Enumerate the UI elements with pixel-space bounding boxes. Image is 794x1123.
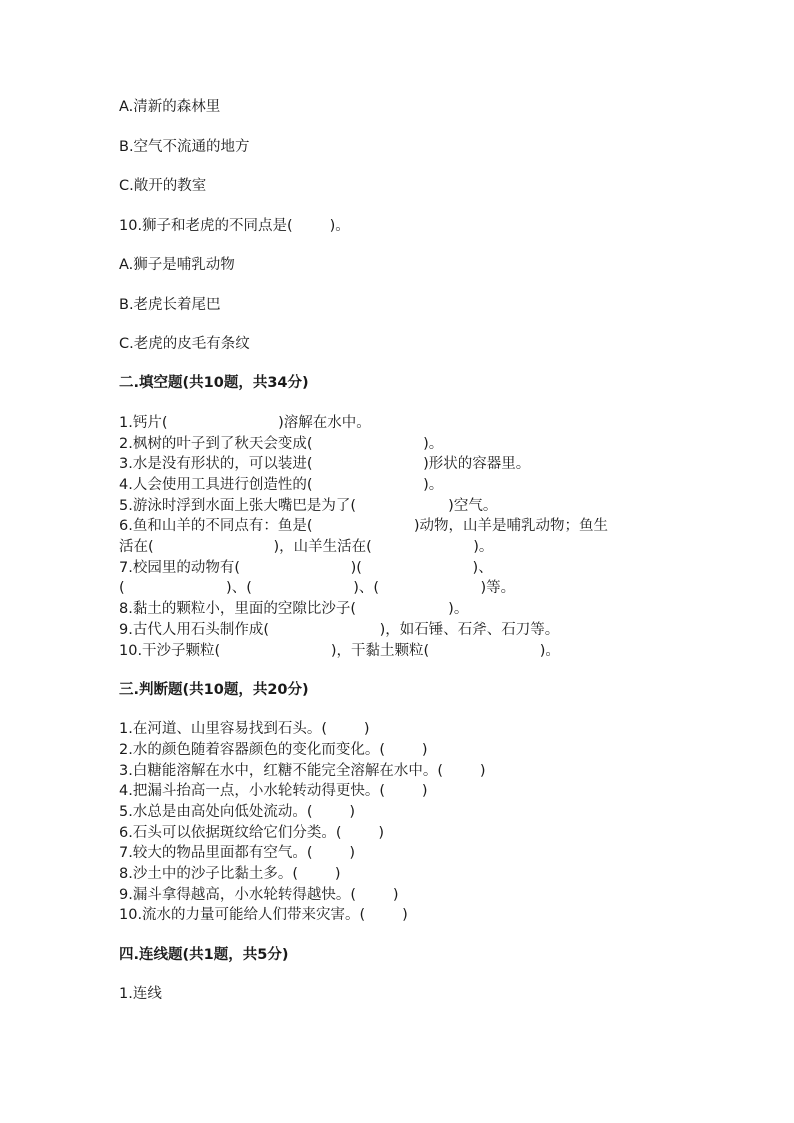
fill-line: 8.黏土的颗粒小，里面的空隙比沙子( )。 (119, 601, 469, 617)
q10-stem: 10.狮子和老虎的不同点是( )。 (119, 218, 350, 234)
judge-line: 9.漏斗拿得越高，小水轮转得越快。( ) (119, 887, 399, 903)
fill-line: ( )、( )、( )等。 (119, 580, 516, 596)
fill-line: 6.鱼和山羊的不同点有：鱼是( )动物，山羊是哺乳动物；鱼生 (119, 518, 609, 534)
judge-line: 5.水总是由高处向低处流动。( ) (119, 804, 356, 820)
judge-line: 7.较大的物品里面都有空气。( ) (119, 845, 356, 861)
q10-option-a: A.狮子是哺乳动物 (119, 257, 235, 273)
fill-line: 4.人会使用工具进行创造性的( )。 (119, 477, 444, 493)
q9-option-b: B.空气不流通的地方 (119, 139, 250, 155)
fill-line: 5.游泳时浮到水面上张大嘴巴是为了( )空气。 (119, 498, 498, 514)
section3-heading: 三.判断题(共10题，共20分) (119, 682, 309, 698)
fill-line: 2.枫树的叶子到了秋天会变成( )。 (119, 436, 444, 452)
fill-line: 活在( )，山羊生活在( )。 (119, 539, 494, 555)
judge-line: 6.石头可以依据斑纹给它们分类。( ) (119, 825, 385, 841)
fill-line: 9.古代人用石头制作成( )，如石锤、石斧、石刀等。 (119, 622, 560, 638)
fill-line: 1.钙片( )溶解在水中。 (119, 415, 371, 431)
judge-line: 4.把漏斗抬高一点，小水轮转动得更快。( ) (119, 783, 428, 799)
match-line: 1.连线 (119, 986, 162, 1002)
judge-line: 10.流水的力量可能给人们带来灾害。( ) (119, 907, 408, 923)
q9-option-c: C.敞开的教室 (119, 178, 207, 194)
section4-heading: 四.连线题(共1题，共5分) (119, 947, 289, 963)
judge-line: 2.水的颜色随着容器颜色的变化而变化。( ) (119, 742, 428, 758)
fill-line: 10.干沙子颗粒( )，干黏土颗粒( )。 (119, 643, 560, 659)
q9-option-a: A.清新的森林里 (119, 99, 221, 115)
q10-option-b: B.老虎长着尾巴 (119, 297, 221, 313)
section2-heading: 二.填空题(共10题，共34分) (119, 375, 309, 391)
fill-line: 7.校园里的动物有( )( )、 (119, 560, 493, 576)
judge-line: 1.在河道、山里容易找到石头。( ) (119, 721, 370, 737)
judge-line: 8.沙土中的沙子比黏土多。( ) (119, 866, 341, 882)
q10-option-c: C.老虎的皮毛有条纹 (119, 336, 250, 352)
judge-line: 3.白糖能溶解在水中，红糖不能完全溶解在水中。( ) (119, 763, 486, 779)
fill-line: 3.水是没有形状的，可以装进( )形状的容器里。 (119, 456, 531, 472)
